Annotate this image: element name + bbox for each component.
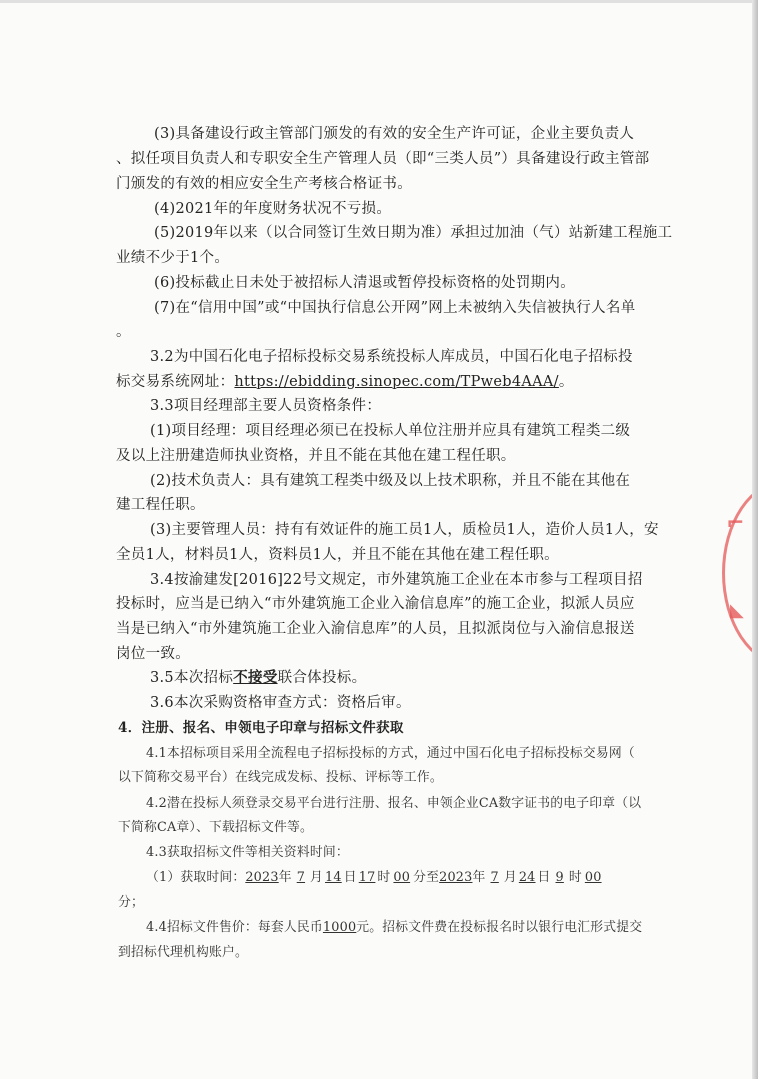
scan-top-edge <box>0 0 752 3</box>
seal-mark: ⌐ <box>726 510 745 536</box>
text-part: 月 <box>310 870 324 885</box>
text-line: 到招标代理机构账户。 <box>118 945 248 960</box>
start-hour: 17 <box>358 870 376 885</box>
start-minute: 00 <box>393 870 411 885</box>
end-minute: 00 <box>584 870 602 885</box>
text-line <box>150 666 366 687</box>
text-part: 时 <box>568 870 582 885</box>
text-line: 建工程任职。 <box>116 497 205 513</box>
text-line-url <box>116 370 574 391</box>
text-line: (6)投标截止日未处于被招标人清退或暂停投标资格的处罚期内。 <box>154 275 576 291</box>
acquisition-time-line <box>146 866 605 885</box>
start-day: 14 <box>325 870 342 885</box>
text-line: 以下简称交易平台）在线完成发标、投标、评标等工作。 <box>118 770 443 785</box>
text-line: 及以上注册建造师执业资格，并且不能在其他在建工程任职。 <box>116 448 516 464</box>
text-line: (4)2021年的年度财务状况不亏损。 <box>154 201 392 217</box>
text-line: 4.1本招标项目采用全流程电子招标投标的方式，通过中国石化电子招标投标交易网（ <box>146 746 635 761</box>
text-part: 年 <box>472 870 486 885</box>
text-line: (3)具备建设行政主管部门颁发的有效的安全生产许可证，企业主要负责人 <box>154 126 635 142</box>
text-part: 日 <box>343 870 357 885</box>
text-part: 日 <box>537 870 551 885</box>
text-line: 投标时，应当是已纳入“市外建筑施工企业入渝信息库”的施工企业，拟派人员应 <box>116 596 635 612</box>
text-part: 时 <box>377 870 391 885</box>
text-line: 3.6本次采购资格审查方式：资格后审。 <box>150 695 411 711</box>
text-line: (3)主要管理人员：持有有效证件的施工员1人，质检员1人，造价人员1人，安 <box>150 522 659 538</box>
system-url-link[interactable]: https://ebidding.sinopec.com/TPweb4AAA/ <box>234 374 559 390</box>
section-heading: 4．注册、报名、申领电子印章与招标文件获取 <box>118 720 404 736</box>
text-line: 、拟任项目负责人和专职安全生产管理人员（即“三类人员”）具备建设行政主管部 <box>116 151 650 167</box>
text-part: 分至 <box>413 870 440 885</box>
text-line: 。 <box>116 324 131 340</box>
text-line: 4.2潜在投标人须登录交易平台进行注册、报名、申领企业CA数字证书的电子印章（以 <box>146 796 642 811</box>
text-part: 3.5本次招标 <box>150 670 234 686</box>
text-part: 月 <box>503 870 517 885</box>
text-part: （1）获取时间： <box>146 870 246 885</box>
seal-mark: ◣ <box>730 600 744 621</box>
scan-right-edge <box>752 0 758 1079</box>
start-month: 7 <box>296 870 306 885</box>
text-line: 3.2为中国石化电子招标投标交易系统投标人库成员，中国石化电子招标投 <box>150 349 633 365</box>
text-line: 4.3获取招标文件等相关资料时间： <box>146 845 349 860</box>
start-year: 2023 <box>245 870 279 885</box>
text-part: 元。招标文件费在投标报名时以银行电汇形式提交 <box>356 920 643 935</box>
text-line: 3.4按渝建发[2016]22号文规定，市外建筑施工企业在本市参与工程项目招 <box>150 572 643 588</box>
end-day: 24 <box>518 870 536 885</box>
text-line: (5)2019年以来（以合同签订生效日期为准）承担过加油（气）站新建工程施工 <box>154 225 673 241</box>
text-line: (2)技术负责人：具有建筑工程类中级及以上技术职称，并且不能在其他在 <box>150 473 631 489</box>
text-line: 下简称CA章）、下载招标文件等。 <box>118 820 313 835</box>
text-part: 联合体投标。 <box>277 670 367 686</box>
text-line: 分； <box>118 895 144 910</box>
text-part: 年 <box>278 870 292 885</box>
text-line: (1)项目经理：项目经理必须已在投标人单位注册并应具有建筑工程类二级 <box>150 423 631 439</box>
text-line: 岗位一致。 <box>116 646 190 662</box>
emphasis-not-accept: 不接受 <box>233 669 278 686</box>
text-line: 门颁发的有效的相应安全生产考核合格证书。 <box>116 176 412 192</box>
text-line: 当是已纳入“市外建筑施工企业入渝信息库”的人员，且拟派岗位与入渝信息报送 <box>116 621 635 637</box>
url-label: 标交易系统网址： <box>116 374 235 390</box>
text-line: 全员1人，材料员1人，资料员1人，并且不能在其他在建工程任职。 <box>116 547 559 563</box>
text-line: 业绩不少于1个。 <box>116 250 230 266</box>
text-line: (7)在“信用中国”或“中国执行信息公开网”网上未被纳入失信被执行人名单 <box>154 300 636 316</box>
text-part: 4.4招标文件售价：每套人民币 <box>146 920 323 935</box>
end-year: 2023 <box>439 870 473 885</box>
url-period: 。 <box>558 374 574 390</box>
end-month: 7 <box>490 870 499 885</box>
price-line <box>146 916 642 935</box>
text-line: 3.3项目经理部主要人员资格条件： <box>150 398 382 414</box>
end-hour: 9 <box>555 870 564 885</box>
price-value: 1000 <box>322 920 357 935</box>
